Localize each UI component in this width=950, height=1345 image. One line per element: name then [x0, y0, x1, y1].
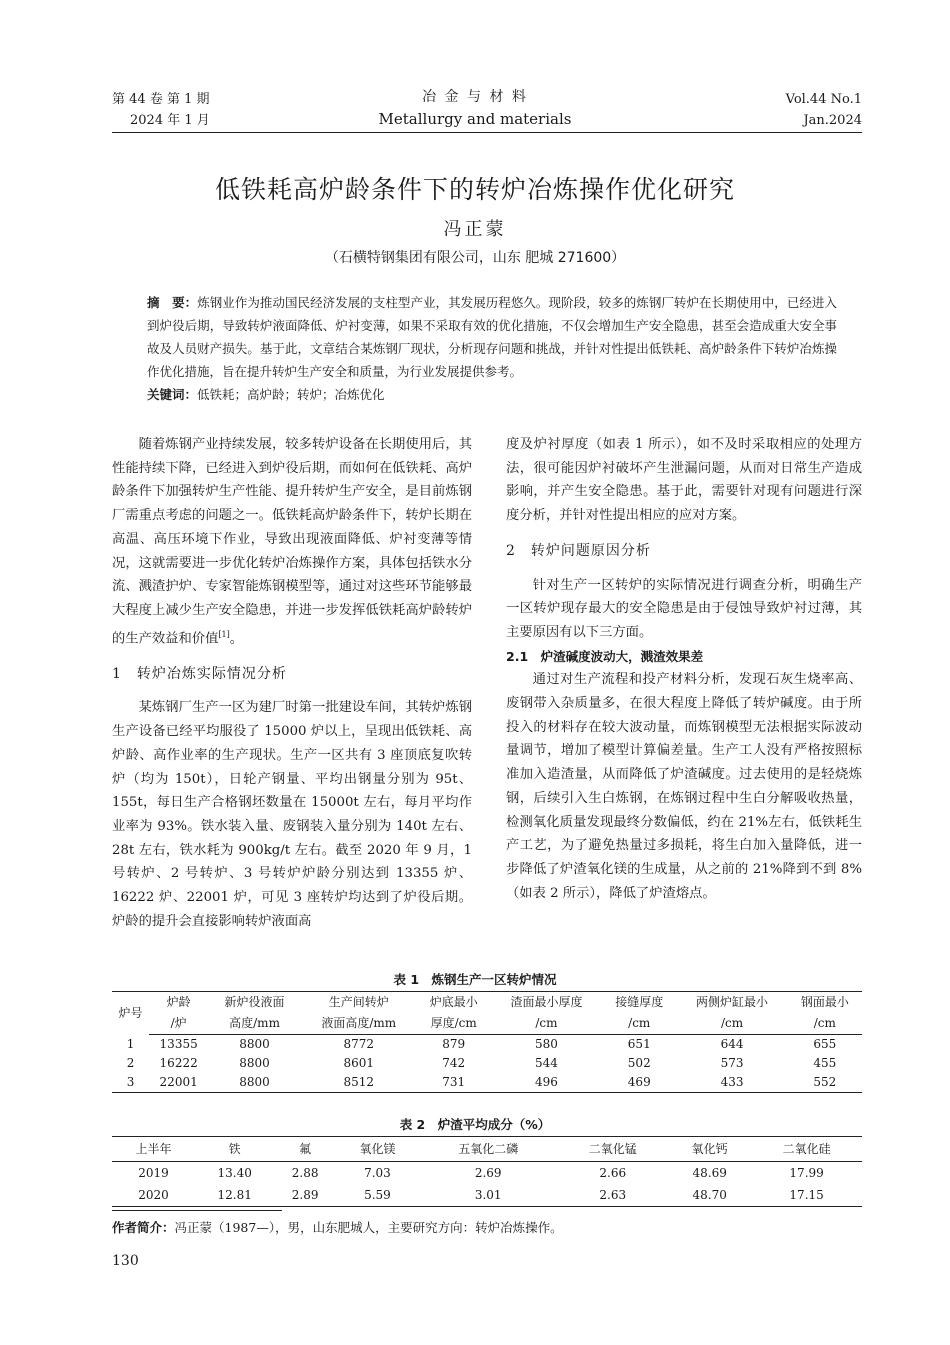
- t2-header: 铁: [195, 1137, 274, 1162]
- t2-header: 五氧化二磷: [419, 1137, 557, 1162]
- abstract-text: 炼钢业作为推动国民经济发展的支柱型产业，其发展历程悠久。现阶段，较多的炼钢厂转炉在长期使用中，已经进入到炉役后期，导致转炉液面降低、炉衬变薄，如果不采取有效的优化措施，不仅会增加生产安全隐患，甚至会造成重大安全事故及人员财产损失。基于此，文章结合某炼钢厂现状，分析现存问题和挑战，并针对性提出低铁耗、高炉龄条件下转炉冶炼操作优化措施，旨在提升转炉生产安全和质量，为行业发展提供参考。: [147, 295, 837, 379]
- t2-header: 氧化镁: [336, 1137, 419, 1162]
- abstract-block: [147, 291, 837, 406]
- table-row: 1 13355 8800 8772 879 580 651 644 655: [126, 1036, 837, 1051]
- abstract-label: 摘 要：: [147, 295, 198, 310]
- t2-header: 二氧化硅: [751, 1137, 862, 1162]
- t1-header: 渣面最小厚度: [510, 995, 583, 1009]
- t1-header-unit: 高度/mm: [208, 1013, 301, 1035]
- affiliation: （石横特钢集团有限公司，山东 肥城 271600）: [324, 250, 626, 266]
- author-bio-label: 作者简介：: [112, 1220, 175, 1235]
- t1-header-unit: /cm: [676, 1013, 787, 1035]
- header-rule: [112, 132, 862, 133]
- t2-header: 上半年: [112, 1137, 195, 1162]
- t1-header: 接缝厚度: [615, 995, 664, 1009]
- table-2-caption: 表 2 炉渣平均成分（%）: [399, 1117, 551, 1132]
- journal-name-en: Metallurgy and materials: [378, 110, 572, 128]
- table-row: 2020 12.81 2.89 5.59 3.01 2.63 48.70 17.15: [138, 1188, 824, 1202]
- footnote-rule: [112, 1210, 282, 1211]
- t1-header: 钢面最小: [800, 995, 849, 1009]
- author-bio-text: 冯正蒙（1987—），男，山东肥城人，主要研究方向：转炉冶炼操作。: [174, 1220, 563, 1235]
- t1-header-unit: /cm: [602, 1013, 676, 1035]
- section-1-title: 1 转炉冶炼实际情况分析: [112, 665, 287, 682]
- t2-header: 氧化钙: [668, 1137, 751, 1162]
- section-2-paragraph: 针对生产一区转炉的实际情况进行调查分析，明确生产一区转炉现存最大的安全隐患是由于侵蚀导致炉衬过薄，其主要原因有以下三方面。: [506, 577, 862, 640]
- t1-header: 两侧炉缸最小: [696, 995, 769, 1009]
- author-bio: [112, 1218, 563, 1236]
- journal-name-cn: 冶 金 与 材 料: [422, 89, 528, 105]
- issue-date: 2024 年 1 月: [130, 113, 210, 128]
- t1-header-unit: /cm: [788, 1013, 862, 1035]
- issue-date-en: Jan.2024: [803, 113, 862, 128]
- t2-header: 二氧化锰: [557, 1137, 668, 1162]
- keywords-text: 低铁耗；高炉龄；转炉；冶炼优化: [197, 387, 385, 402]
- section-2-title: 2 转炉问题原因分析: [506, 542, 651, 559]
- table-1: [112, 991, 862, 1093]
- volume-issue: 第 44 卷 第 1 期: [112, 92, 210, 107]
- left-column: [112, 433, 472, 933]
- t1-header-unit: 液面高度/mm: [301, 1013, 417, 1035]
- intro-paragraph: 随着炼钢产业持续发展，较多转炉设备在长期使用后，其性能持续下降，已经进入到炉役后期，而如何在低铁耗、高炉龄条件下加强转炉生产性能、提升转炉生产安全，是目前炼钢厂需重点考虑的问题之一。低铁耗高炉龄条件下，转炉长期在高温、高压环境下作业，导致出现液面降低、炉衬变薄等情况，这就需要进一步优化转炉冶炼操作方案，具体包括铁水分流、溅渣护炉、专家智能炼钢模型等，通过对这些环节能够最大程度上减少生产安全隐患，并进一步发挥低铁耗高炉龄转炉的生产效益和价值[1]。: [112, 437, 472, 647]
- t1-header-unit: /炉: [149, 1013, 208, 1035]
- citation-ref: [1]: [218, 629, 230, 639]
- section-1-paragraph: 某炼钢厂生产一区为建厂时第一批建设车间，其转炉炼钢生产设备已经平均服役了 15000 炉以上，呈现出低铁耗、高炉龄、高作业率的生产现状。生产一区共有 3 座顶底复吹转炉（均为 150t），日轮产钢量、平均出钢量分别为 95t、155t，每日生产合格钢坯数量在 15000t 左右，每月平均作业率为 93%。铁水装入量、废钢装入量分别为 140t 左右、28t 左右，铁水耗为 900kg/t 左右。截至 2020 年 9 月，1 号转炉、2 号转炉、3 号转炉炉龄分别达到 13355 炉、16222 炉、22001 炉，可见 3 座转炉均达到了炉役后期。炉龄的提升会直接影响转炉液面高: [112, 700, 472, 929]
- section-2-1-title: 2.1 炉渣碱度波动大，溅渣效果差: [506, 648, 704, 664]
- right-column: [506, 433, 862, 905]
- keywords: [147, 383, 837, 406]
- table-row: 3 22001 8800 8512 731 496 469 433 552: [126, 1075, 837, 1089]
- section-2-1-paragraph: 通过对生产流程和投产材料分析，发现石灰生烧率高、废钢带入杂质量多，在很大程度上降低了转炉碱度。由于所投入的材料存在较大波动量，而炼钢模型无法根据实际波动量调节，增加了模型计算偏差量。生产工人没有严格按照标准加入造渣量，从而降低了炉渣碱度。过去使用的是轻烧炼钢，后续引入生白炼钢，在炼钢过程中生白分解吸收热量，检测氧化质量发现最终分数偏低，约在 21%左右，低铁耗生产工艺，为了避免热量过多损耗，将生白加入量降低，进一步降低了炉渣氧化镁的生成量，从之前的 21%降到不到 8%（如表 2 所示），降低了炉渣熔点。: [506, 672, 862, 901]
- t1-header-unit: 厚度/cm: [417, 1013, 491, 1035]
- t1-header: 炉龄: [166, 995, 191, 1009]
- t1-header-unit: /cm: [491, 1013, 602, 1035]
- t1-header: 生产间转炉: [328, 995, 389, 1009]
- volume-issue-en: Vol.44 No.1: [785, 92, 862, 107]
- article-title: 低铁耗高炉龄条件下的转炉冶炼操作优化研究: [214, 175, 735, 204]
- t1-header: 炉底最小: [429, 995, 478, 1009]
- table-row: 2 16222 8800 8601 742 544 502 573 455: [126, 1056, 837, 1070]
- page-number: 130: [112, 1253, 139, 1269]
- table-row: 2019 13.40 2.88 7.03 2.69 2.66 48.69 17.99: [138, 1166, 824, 1180]
- table-1-caption: 表 1 炼钢生产一区转炉情况: [393, 972, 557, 987]
- t2-header: 氟: [274, 1137, 336, 1162]
- table-2: [112, 1136, 862, 1207]
- keywords-label: 关键词：: [147, 387, 198, 402]
- t1-header: 新炉役液面: [224, 995, 285, 1009]
- author-name: 冯正蒙: [443, 219, 507, 240]
- abstract: [147, 291, 837, 383]
- continued-paragraph: 度及炉衬厚度（如表 1 所示），如不及时采取相应的处理方法，很可能因炉衬破坏产生泄漏问题，从而对日常生产造成影响，并产生安全隐患。基于此，需要针对现有问题进行深度分析，并针对性提出相应的应对方案。: [506, 437, 862, 524]
- t1-header: 炉号: [118, 1005, 143, 1020]
